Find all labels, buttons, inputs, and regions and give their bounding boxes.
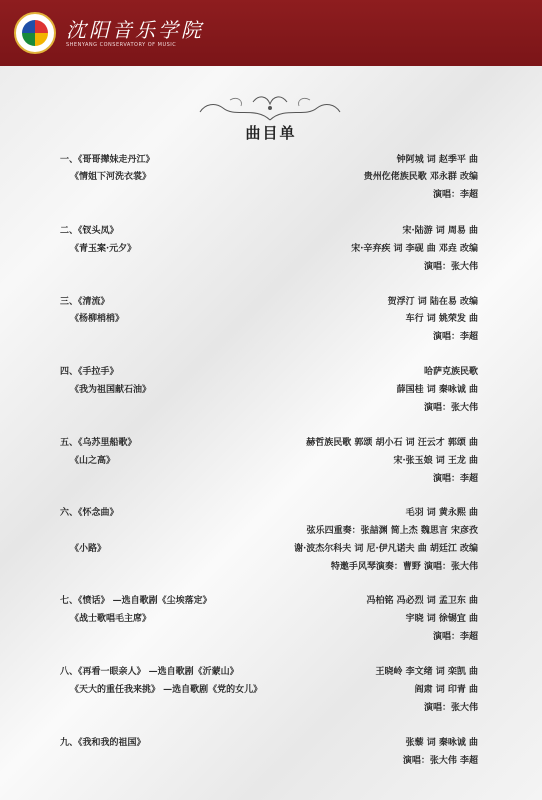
program-7-singer: 演唱：李超 [432, 632, 478, 642]
program-5b-credit: 宋·张玉娘 词 王龙 曲 [393, 456, 478, 466]
program-2-title: 二、《钗头凤》 [60, 226, 119, 236]
program-9-singer: 演唱：张大伟 李超 [402, 756, 478, 766]
program-1b-credit: 贵州仡佬族民歌 邓永群 改编 [363, 172, 478, 182]
program-6-title: 六、《怀念曲》 [60, 508, 119, 518]
program-8-title: 八、《再看一眼亲人》 —选自歌剧《沂蒙山》 [60, 667, 239, 677]
program-5-singer: 演唱：李超 [432, 474, 478, 484]
program-2b-credit: 宋·辛弃疾 词 李砚 曲 邓垚 改编 [351, 244, 478, 254]
program-6-quartet: 弦乐四重奏：张喆渊 简上杰 魏思言 宋彦孜 [306, 526, 478, 536]
program-3b-credit: 车行 词 姚荣发 曲 [405, 314, 478, 324]
program-4-singer: 演唱：张大伟 [423, 403, 478, 413]
program-7-credit: 冯柏铭 冯必烈 词 孟卫东 曲 [366, 596, 478, 606]
program-1b-title: 《情姐下河洗衣裳》 [70, 172, 152, 182]
program-6b-title: 《小路》 [70, 544, 107, 554]
program-3-title: 三、《清流》 [60, 297, 110, 307]
program-2b-title: 《青玉案·元夕》 [70, 244, 137, 254]
school-name-en: SHENYANG CONSERVATORY OF MUSIC [66, 42, 177, 48]
program-8-credit: 王晓岭 李文绪 词 栾凯 曲 [375, 667, 478, 677]
program-4-credit: 哈萨克族民歌 [423, 367, 478, 377]
program-2-singer: 演唱：张大伟 [423, 262, 478, 272]
program-6b-credit: 谢·波杰尔科夫 词 尼·伊凡诺夫 曲 胡廷江 改编 [294, 544, 478, 554]
program-2-credit: 宋·陆游 词 周易 曲 [402, 226, 478, 236]
program-6-credit: 毛羽 词 黄永熙 曲 [405, 508, 478, 518]
program-1-title: 一、《哥哥撵妹走丹江》 [60, 155, 155, 165]
program-4b-title: 《我为祖国献石油》 [70, 385, 152, 395]
program-5-title: 五、《乌苏里船歌》 [60, 438, 137, 448]
program-4b-credit: 薛国桂 词 秦咏诚 曲 [396, 385, 478, 395]
program-6-singer: 特邀手风琴演奏：曹野 演唱：张大伟 [330, 562, 478, 572]
program-5b-title: 《山之高》 [70, 456, 116, 466]
program-3-credit: 贺浮汀 词 陆在易 改编 [387, 297, 478, 307]
program-3-singer: 演唱：李超 [432, 332, 478, 342]
program-7b-title: 《战士歌唱毛主席》 [70, 614, 152, 624]
program-5-credit: 赫哲族民歌 郭颂 胡小石 词 汪云才 郭颂 曲 [306, 438, 478, 448]
program-9-title: 九、《我和我的祖国》 [60, 738, 146, 748]
program-4-title: 四、《手拉手》 [60, 367, 119, 377]
program-7-title: 七、《愤话》 —选自歌剧《尘埃落定》 [60, 596, 212, 606]
program-8b-title: 《天大的重任我来挑》 —选自歌剧《党的女儿》 [70, 685, 263, 695]
program-1-credit: 钟阿城 词 赵季平 曲 [396, 155, 478, 165]
program-9-credit: 张藜 词 秦咏诚 曲 [405, 738, 478, 748]
header-banner [0, 0, 542, 66]
school-name: 沈阳音乐学院 [66, 18, 204, 42]
page-title: 曲目单 [245, 124, 297, 142]
program-7b-credit: 宇晓 词 徐锡宜 曲 [405, 614, 478, 624]
program-1-singer: 演唱：李超 [432, 190, 478, 200]
program-8-singer: 演唱：张大伟 [423, 703, 478, 713]
ornament-icon [195, 92, 345, 124]
school-logo-icon [14, 12, 56, 54]
program-8b-credit: 阎肃 词 印青 曲 [414, 685, 478, 695]
program-3b-title: 《杨柳梢梢》 [70, 314, 125, 324]
